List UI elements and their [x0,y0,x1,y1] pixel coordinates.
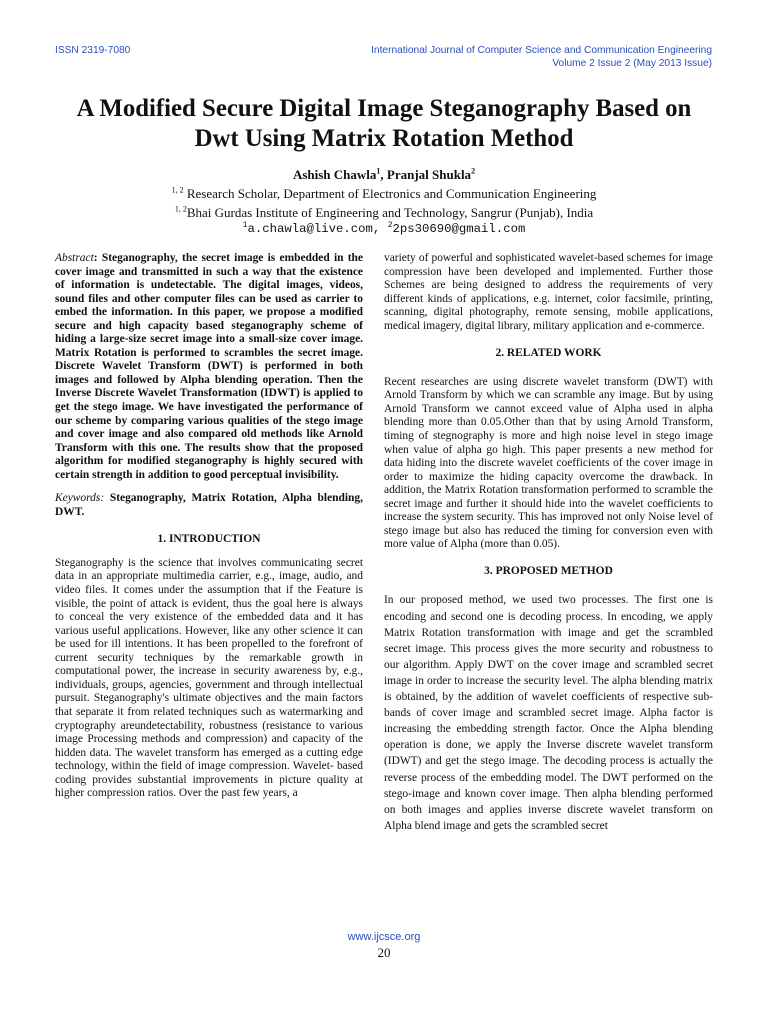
author-1-affil-mark: 1 [376,166,381,176]
keywords [55,492,363,519]
paper-title-line-2: Dwt Using Matrix Rotation Method [194,125,574,152]
author-emails [0,222,768,236]
author-separator: , [380,167,387,182]
email-2-mark: 2 [387,220,393,230]
affiliation-1-text: Research Scholar, Department of Electronics and Communication Engineering [183,186,597,201]
introduction-text: Steganography is the science that involves communicating secret data in an appropriate multimedia carrier, e.g., image, audio, and video files. It comes under the assumption that if the Feature is visible, the point of attack is evident, thus the goal here is always to conceal the very existence of the embedded data and it has various useful applications. However, like any other science it can be used for ill intentions. It has been propelled to the forefront of current security techniques by the remarkable growth in computational power, the increase in security awareness by, e.g., individuals, groups, agencies, government and through intellectual pursuit. Steganography's ultimate objectives and the main factors that separate it from related techniques such as watermarking and cryptography areundetectability, robustness (resistance to various image Processing methods and compression) and capacity of the hidden data. The wavelet transform has emerged as a cutting edge technology, within the field of image compression. Wavelet- based coding provides substantial improvements in picture quality at higher compression ratios. Over the past few years, a [55,556,363,800]
section-heading-introduction: 1. INTRODUCTION [157,533,261,546]
left-column [55,252,363,801]
abstract-text: : Steganography, the secret image is embedded in the cover image and transmitted in such a way that the existence of information is undetectable. The digital images, videos, sound files and other computer files can be used as carrier to embed the information. In this paper, we propose a modified secure and high capacity based steganography scheme of hiding a large-size secret image into a small-size cover image. Matrix Rotation is performed to scrambles the secret image. Discrete Wavelet Transform (DWT) is performed in both images and followed by Alpha blending operation. Then the Inverse Discrete Wavelet Transformation (IDWT) is applied to get the stego image. We have investigated the performance of our scheme by comparing various qualities of the stego image and cover image and also compared old methods like Arnold Transform with this one. The results show that the proposed algorithm for modified steganography is highly secured with certain strength in addition to good perceptual invisibility. [55,252,363,481]
affiliation-1-mark: 1, 2 [171,185,184,195]
paper-title-line-1: A Modified Secure Digital Image Steganography Based on [76,95,692,122]
affiliation-department [0,186,768,202]
author-1: Ashish Chawla [292,167,377,182]
right-column [384,252,713,834]
affiliation-2-mark: 1, 2 [174,204,187,214]
journal-volume: Volume 2 Issue 2 (May 2013 Issue) [552,58,712,69]
paper-title [40,94,728,154]
abstract [55,252,363,482]
proposed-method-text: In our proposed method, we used two processes. The first one is encoding and second one is decoding process. In encoding, we apply Matrix Rotation transformation with image and get the scrambled secret image. This process gives the more security and robustness to our algorithm. Apply DWT on the cover image and scrambled secret image in order to increase the security level. The alpha blending matrix is obtained, by the addition of wavelet coefficients of respective sub-bands of cover image and scrambled secret image. Alpha factor is increasing the embedding strength factor. Once the Alpha blending operation is done, we apply the Inverse discrete wavelet transform (IDWT) and get the stego image. The decoding process is actually the reverse process of the embedding model. The DWT performed on the stego-image and known cover image. Then alpha blending performed on both images and applies inverse discrete wavelet transform on Alpha blend image and gets the scrambled secret [384,594,713,832]
section-heading-related-work: 2. RELATED WORK [495,347,602,360]
related-work-text: Recent researches are using discrete wavelet transform (DWT) with Arnold Transform by which we can scramble any image. But by using Arnold Transform we cannot exceed value of Alpha used in alpha blending more than 0.05.Other than that by using Arnold Transform, timing of stegnography is more and high noise level in stego image when value of alpha go high. This paper presents a new method for data hiding into the discrete wavelet coefficients of the cover image in order to maximize the hiding capacity overcome the drawback. In addition, the Matrix Rotation transformation performed to scramble the secret image and further it should hide into the wavelet coefficients to increase the system security. This has improved not only Noise level of stego image but also has reduced the timing for conversion even with more value of Alpha (more than 0.05). [384,375,713,551]
page-number: 20 [377,945,391,960]
keywords-text: Steganography, Matrix Rotation, Alpha blending, DWT. [55,492,363,518]
abstract-label: Abstract [55,252,94,264]
journal-name: International Journal of Computer Science and Communication Engineering [371,45,712,56]
keywords-label: Keywords: [55,492,105,505]
footer-url-link[interactable]: www.ijcsce.org [347,931,421,943]
affiliation-2-text: Bhai Gurdas Institute of Engineering and Technology, Sangrur (Punjab), India [186,205,594,220]
author-2: Pranjal Shukla [386,167,472,182]
issn-label: ISSN 2319-7080 [55,45,131,56]
email-2: 2ps30690@gmail.com [392,222,526,236]
authors [0,167,768,183]
section-heading-proposed-method: 3. PROPOSED METHOD [484,564,613,577]
affiliation-institute [0,205,768,221]
author-2-affil-mark: 2 [471,166,476,176]
introduction-continued-text: variety of powerful and sophisticated wavelet-based schemes for image compression have been developed and implemented. Further those Schemes are being designed to address the requirements of very different kinds of applications, e.g. internet, color facsimile, printing, scanning, digital photography, remote sensing, mobile applications, medical imagery, digital library, military application and e-commerce. [384,252,713,332]
journal-header [371,44,712,70]
email-1: a.chawla@live.com, [247,222,388,236]
email-1-mark: 1 [242,220,248,230]
